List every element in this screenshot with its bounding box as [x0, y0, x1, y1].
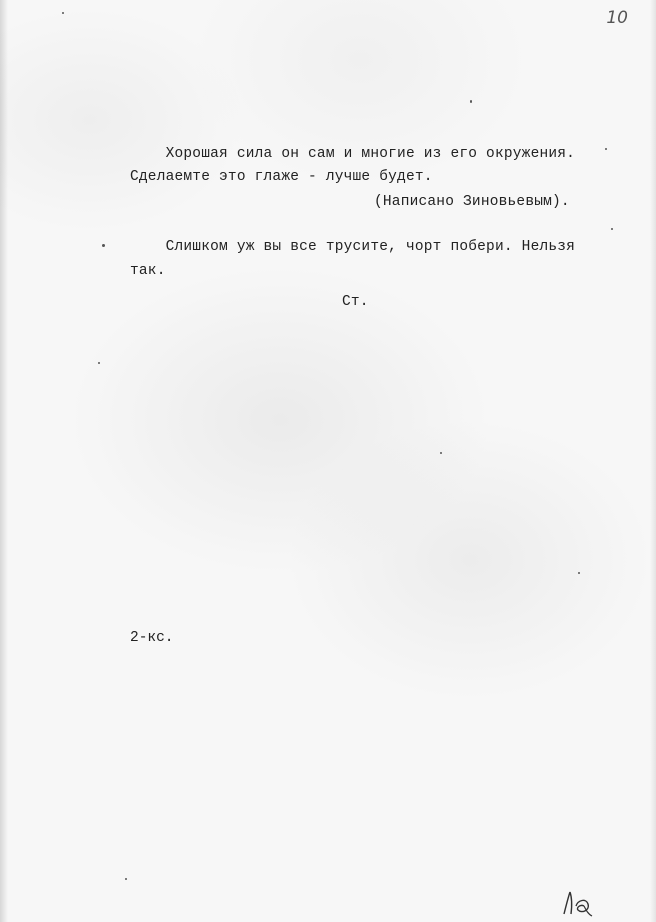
page-number: 10	[606, 8, 628, 28]
paper-speck	[98, 362, 100, 364]
paragraph-2-line-2: так.	[130, 263, 166, 279]
page-edge-shadow-right	[650, 0, 656, 922]
paper-speck	[470, 100, 472, 103]
paragraph-2-line-1: Слишком уж вы все трусите, чорт побери. Нельзя	[130, 239, 576, 255]
paper-speck	[62, 12, 64, 14]
signature: Ст.	[342, 294, 369, 310]
paragraph-1-line-2: Сделаемте это глаже - лучше будет.	[130, 169, 433, 185]
paper-speck	[611, 228, 613, 230]
paper-speck	[578, 572, 580, 574]
paper-speck	[440, 452, 442, 454]
paper-speck	[102, 244, 105, 247]
page-edge-shadow	[0, 0, 8, 922]
attribution-note: (Написано Зиновьевым).	[374, 194, 570, 210]
paragraph-1-line-1: Хорошая сила он сам и многие из его окружения.	[130, 146, 576, 162]
paper-speck	[125, 878, 127, 880]
document-code: 2-кс.	[130, 630, 174, 646]
paper-speck	[605, 148, 607, 150]
archive-handwritten-mark	[558, 888, 602, 918]
